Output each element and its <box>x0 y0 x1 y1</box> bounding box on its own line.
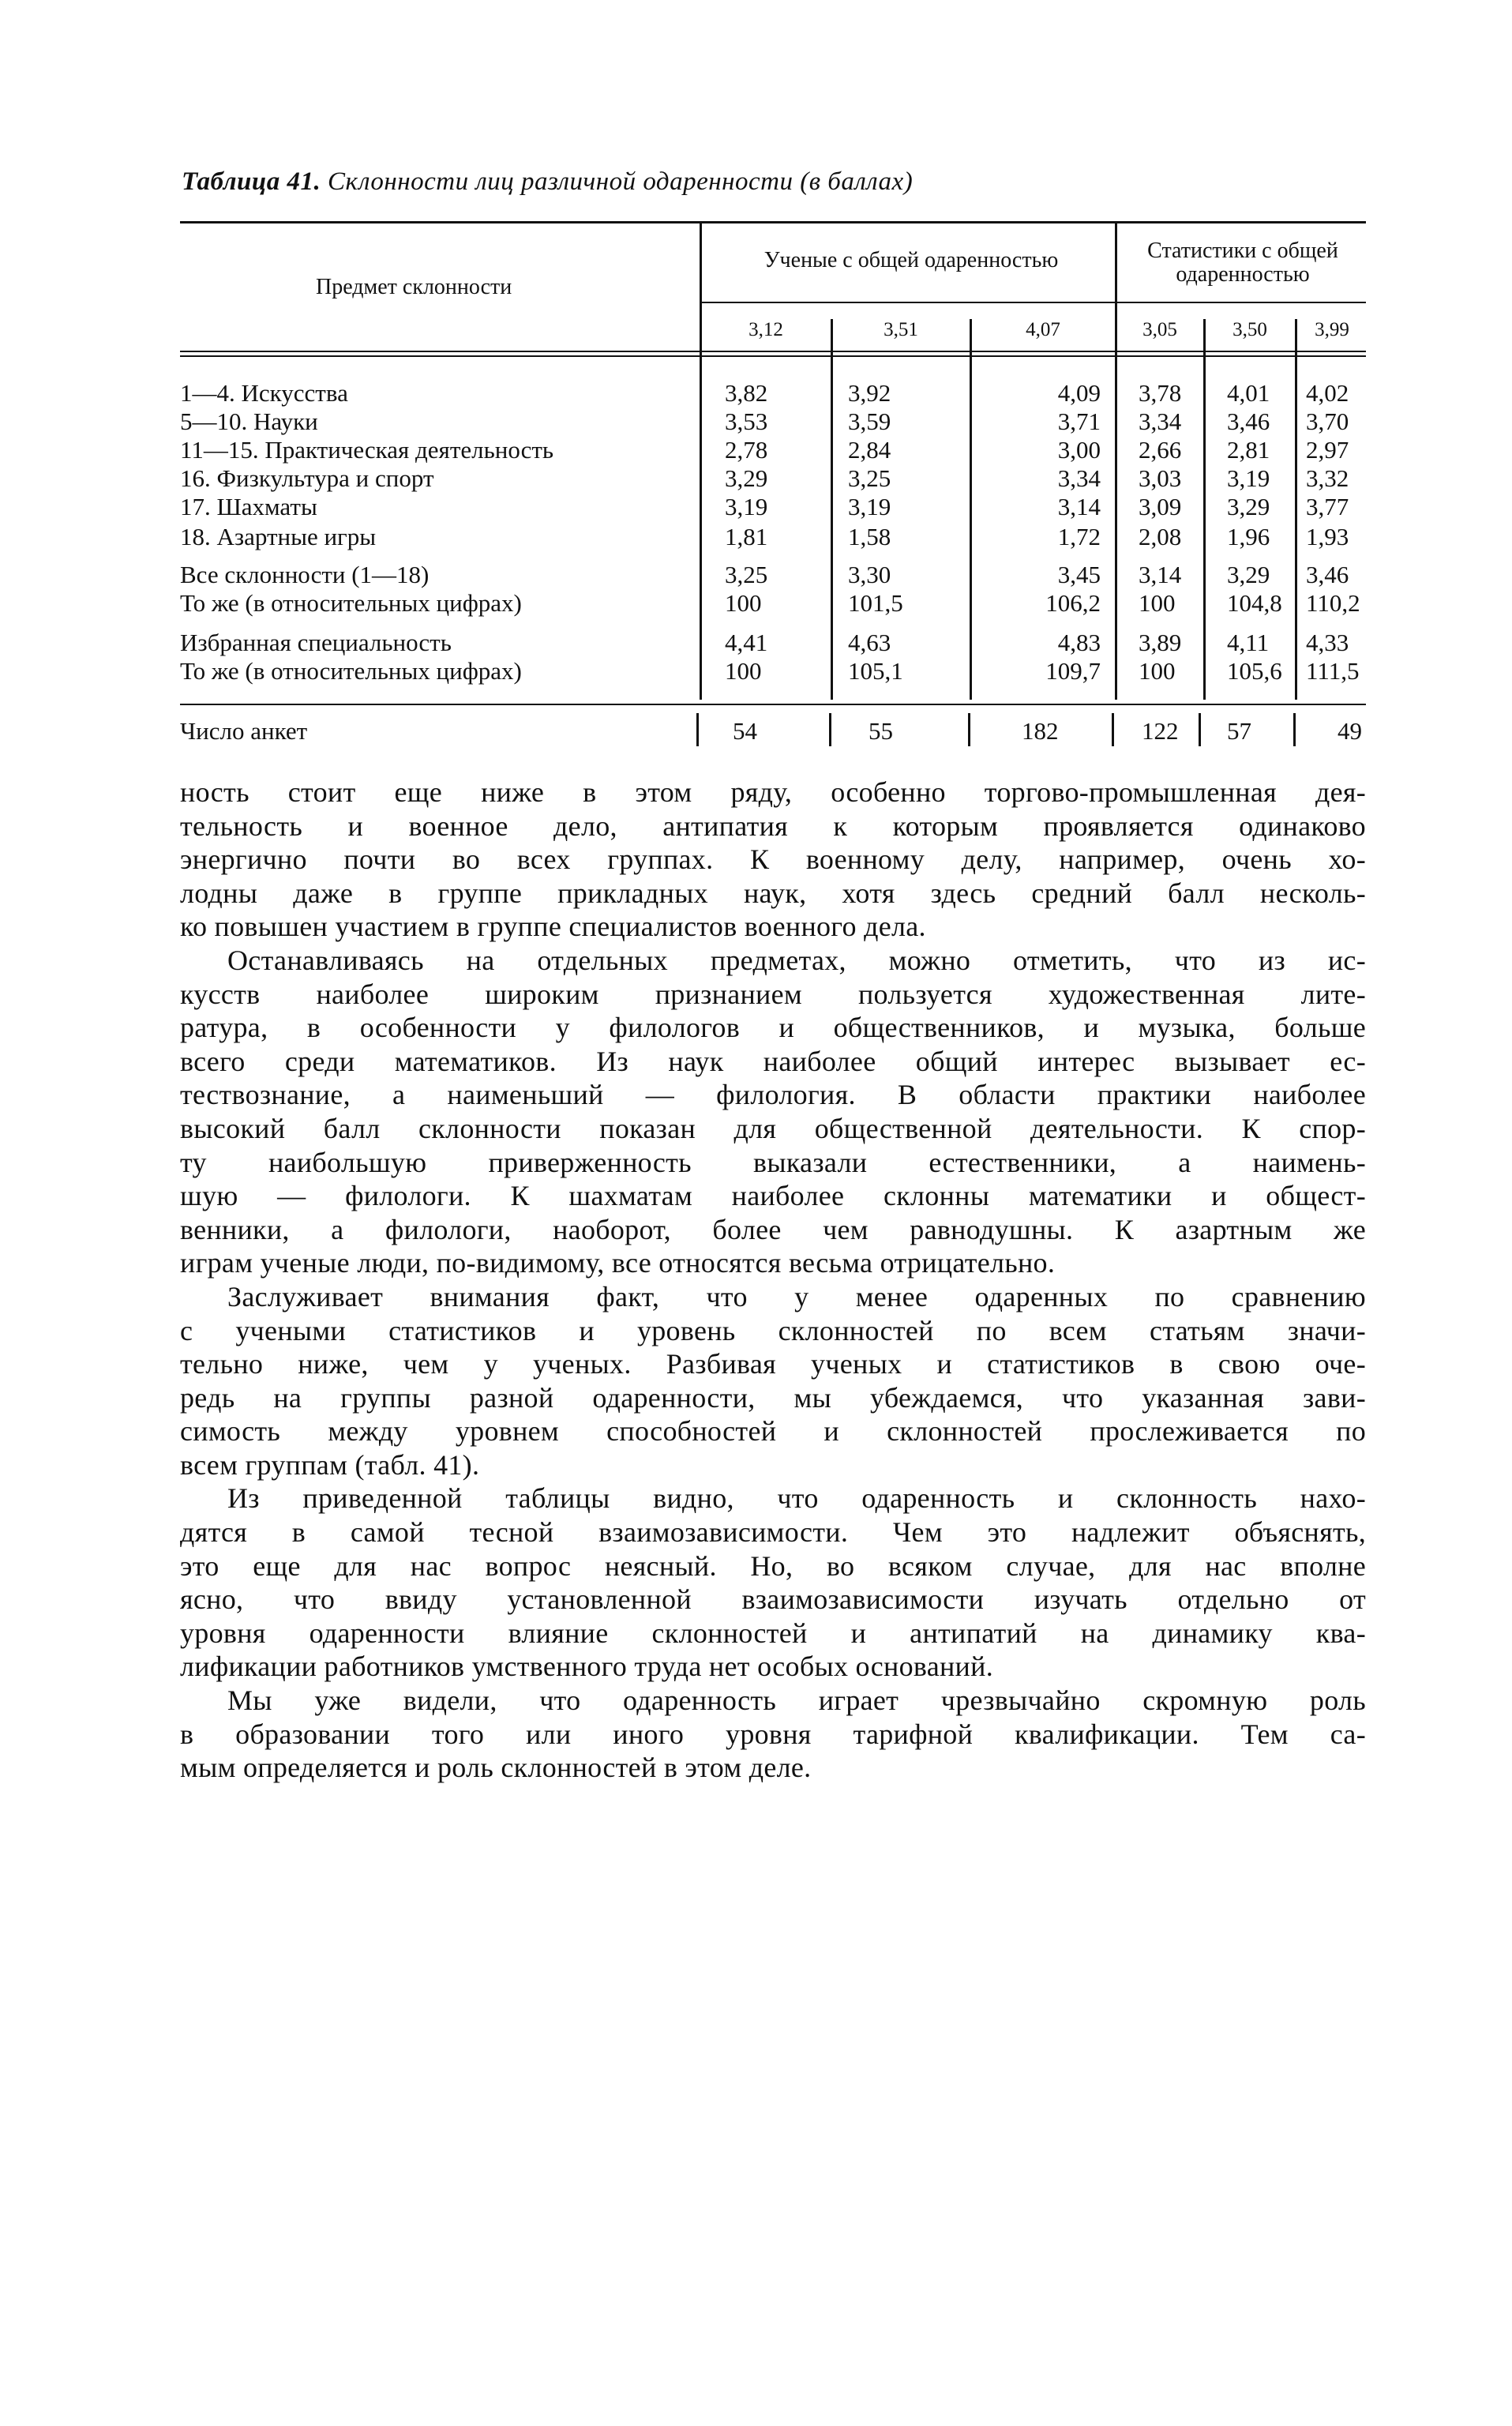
row-label: 1—4. Искусства <box>180 379 348 407</box>
text-line: тельность и военное дело, антипатия к которым проявляется одинаково <box>180 809 1366 842</box>
table-cell: 104,8 <box>1227 589 1282 617</box>
table-cell: 4,02 <box>1306 379 1349 407</box>
subcol-header: 3,50 <box>1232 319 1267 340</box>
table-cell: 100 <box>1139 657 1176 685</box>
table-cell: 2,81 <box>1227 436 1270 464</box>
vrule-groups <box>1115 223 1117 700</box>
table-cell: 4,09 <box>1057 379 1101 407</box>
table-cell: 3,09 <box>1139 493 1182 520</box>
table-cell: 2,97 <box>1306 436 1349 464</box>
table-cell: 3,00 <box>1057 436 1101 464</box>
statisticians-group-header-line2: одаренностью <box>1176 262 1310 287</box>
table-cell: 1,81 <box>725 523 768 550</box>
table-cell: 3,25 <box>725 561 768 588</box>
text-line: мым определяется и роль склонностей в этом деле. <box>180 1752 812 1784</box>
count-tick-5 <box>1199 713 1201 746</box>
table-cell: 4,63 <box>848 629 891 656</box>
text-line: ту наибольшую приверженность выказали естественники, а наимень- <box>180 1146 1366 1178</box>
table-cell: 3,30 <box>848 561 891 588</box>
text-line: всем группам (табл. 41). <box>180 1448 480 1481</box>
table-cell: 3,59 <box>848 407 891 435</box>
table-title: Склонности лиц различной одаренности (в баллах) <box>328 167 914 196</box>
subcol-header: 3,99 <box>1315 319 1349 340</box>
row-label: Избранная специальность <box>180 629 452 656</box>
row-label: 5—10. Науки <box>180 407 318 435</box>
table-cell: 105,6 <box>1227 657 1282 685</box>
table-cell: 2,84 <box>848 436 891 464</box>
text-line: играм ученые люди, по-видимому, все относятся весьма отрицательно. <box>180 1247 1056 1279</box>
text-line: уровня одаренности влияние склонностей и антипатий на динамику ква- <box>180 1617 1366 1649</box>
table-cell: 3,45 <box>1057 561 1101 588</box>
text-line: в образовании того или иного уровня тарифной квалификации. Тем са- <box>180 1718 1366 1750</box>
text-line: тельно ниже, чем у ученых. Разбивая ученых и статистиков в свою оче- <box>180 1348 1366 1380</box>
table-cell: 3,78 <box>1139 379 1182 407</box>
scientists-group-header: Ученые с общей одаренностью <box>764 248 1059 272</box>
text-line: Из приведенной таблицы видно, что одаренность и склонность нахо- <box>227 1482 1366 1515</box>
table-cell: 106,2 <box>1045 589 1101 617</box>
text-line: Заслуживает внимания факт, что у менее одаренных по сравнению <box>227 1280 1366 1313</box>
row-label: То же (в относительных цифрах) <box>180 589 522 617</box>
table-cell: 3,53 <box>725 407 768 435</box>
vrule-sub-4 <box>1203 319 1206 700</box>
count-tick-3 <box>968 713 970 746</box>
text-line: с учеными статистиков и уровень склонностей по всем статьям значи- <box>180 1314 1366 1346</box>
header-split-rule <box>701 302 1366 303</box>
table-cell: 3,46 <box>1227 407 1270 435</box>
table-cell: 110,2 <box>1306 589 1360 617</box>
table-cell: 3,19 <box>1227 464 1270 492</box>
table-cell: 3,29 <box>1227 493 1270 520</box>
vrule-sub-1 <box>831 319 833 700</box>
table-cell: 2,08 <box>1139 523 1182 550</box>
count-cell: 49 <box>1338 717 1362 745</box>
count-tick-6 <box>1293 713 1296 746</box>
count-cell: 122 <box>1142 717 1179 745</box>
table-top-rule <box>180 221 1366 223</box>
header-bottom-rule-2 <box>180 355 1366 357</box>
vrule-sub-2 <box>970 319 972 700</box>
text-line: энергично почти во всех группах. К военному делу, например, очень хо- <box>180 843 1366 876</box>
table-cell: 2,66 <box>1139 436 1182 464</box>
text-line: ность стоит еще ниже в этом ряду, особенно торгово-промышленная дея- <box>180 776 1366 808</box>
row-label: То же (в относительных цифрах) <box>180 657 522 685</box>
statisticians-group-header-line1: Статистики с общей <box>1147 238 1338 263</box>
subject-header: Предмет склонности <box>316 275 512 299</box>
text-line: шую — филологи. К шахматам наиболее склонны математики и общест- <box>180 1180 1366 1212</box>
table-cell: 101,5 <box>848 589 903 617</box>
count-tick-2 <box>829 713 831 746</box>
text-line: лификации работников умственного труда нет особых оснований. <box>180 1651 993 1683</box>
table-cell: 3,82 <box>725 379 768 407</box>
table-cell: 111,5 <box>1306 657 1360 685</box>
table-cell: 3,71 <box>1057 407 1101 435</box>
text-line: всего среди математиков. Из наук наиболее общий интерес вызывает ес- <box>180 1045 1366 1077</box>
table-cell: 4,41 <box>725 629 768 656</box>
table-cell: 1,93 <box>1306 523 1349 550</box>
header-bottom-rule-1 <box>180 351 1366 352</box>
table-cell: 100 <box>1139 589 1176 617</box>
count-cell: 182 <box>1022 717 1059 745</box>
table-cell: 3,70 <box>1306 407 1349 435</box>
table-cell: 3,25 <box>848 464 891 492</box>
row-label: 11—15. Практическая деятельность <box>180 436 554 464</box>
row-label: 16. Физкультура и спорт <box>180 464 434 492</box>
text-line: Мы уже видели, что одаренность играет чрезвычайно скромную роль <box>227 1684 1366 1717</box>
table-cell: 3,29 <box>725 464 768 492</box>
subcol-header: 3,51 <box>884 319 918 340</box>
row-label: 17. Шахматы <box>180 493 317 520</box>
table-cell: 3,77 <box>1306 493 1349 520</box>
subcol-header: 4,07 <box>1026 319 1060 340</box>
vrule-subject <box>700 223 702 700</box>
vrule-sub-5 <box>1295 319 1297 700</box>
table-cell: 2,78 <box>725 436 768 464</box>
subcol-header: 3,05 <box>1142 319 1177 340</box>
count-label: Число анкет <box>180 717 308 745</box>
table-cell: 3,34 <box>1139 407 1182 435</box>
body-text <box>180 775 1366 1785</box>
text-line: симость между уровнем способностей и склонностей прослеживается по <box>180 1415 1366 1448</box>
count-tick-4 <box>1112 713 1114 746</box>
table-cell: 3,34 <box>1057 464 1101 492</box>
table-cell: 3,14 <box>1057 493 1101 520</box>
text-line: ясно, что ввиду установленной взаимозависимости изучать отдельно от <box>180 1583 1366 1616</box>
table-cell: 3,46 <box>1306 561 1349 588</box>
table-cell: 1,96 <box>1227 523 1270 550</box>
table-cell: 3,32 <box>1306 464 1349 492</box>
text-line: высокий балл склонности показан для общественной деятельности. К спор- <box>180 1112 1366 1144</box>
text-line: ко повышен участием в группе специалистов военного дела. <box>180 911 926 943</box>
text-line: редь на группы разной одаренности, мы убеждаемся, что указанная зави- <box>180 1381 1366 1414</box>
table-caption <box>182 167 913 197</box>
text-line: ратура, в особенности у филологов и общественников, и музыка, больше <box>180 1012 1366 1044</box>
table-cell: 1,58 <box>848 523 891 550</box>
row-label: Все склонности (1—18) <box>180 561 430 588</box>
inclinations-table <box>180 220 1366 757</box>
table-cell: 4,01 <box>1227 379 1270 407</box>
table-cell: 3,29 <box>1227 561 1270 588</box>
table-cell: 3,89 <box>1139 629 1182 656</box>
text-line: лодны даже в группе прикладных наук, хотя здесь средний балл несколь- <box>180 877 1366 909</box>
table-cell: 3,19 <box>725 493 768 520</box>
text-line: тествознание, а наименьший — филология. В области практики наиболее <box>180 1079 1366 1111</box>
text-line: кусств наиболее широким признанием пользуется художественная лите- <box>180 978 1366 1010</box>
table-cell: 105,1 <box>848 657 903 685</box>
table-number: Таблица 41. <box>182 167 321 196</box>
text-line: Останавливаясь на отдельных предметах, можно отметить, что из ис- <box>227 944 1366 976</box>
table-cell: 3,03 <box>1139 464 1182 492</box>
text-line: венники, а филологи, наоборот, более чем равнодушны. К азартным же <box>180 1213 1366 1245</box>
table-cell: 3,19 <box>848 493 891 520</box>
subcol-header: 3,12 <box>748 319 783 340</box>
table-cell: 4,11 <box>1227 629 1270 656</box>
text-line: это еще для нас вопрос неясный. Но, во всяком случае, для нас вполне <box>180 1549 1366 1582</box>
table-cell: 1,72 <box>1057 523 1101 550</box>
row-label: 18. Азартные игры <box>180 523 377 550</box>
table-cell: 3,92 <box>848 379 891 407</box>
table-cell: 3,14 <box>1139 561 1182 588</box>
table-cell: 4,83 <box>1057 629 1101 656</box>
table-cell: 109,7 <box>1045 657 1101 685</box>
count-cell: 57 <box>1227 717 1251 745</box>
table-cell: 4,33 <box>1306 629 1349 656</box>
text-line: дятся в самой тесной взаимозависимости. Чем это надлежит объяснять, <box>180 1516 1366 1549</box>
count-cell: 55 <box>869 717 893 745</box>
count-cell: 54 <box>733 717 757 745</box>
table-cell: 100 <box>725 589 762 617</box>
count-separator-rule <box>180 704 1366 705</box>
table-cell: 100 <box>725 657 762 685</box>
count-tick-1 <box>696 713 699 746</box>
